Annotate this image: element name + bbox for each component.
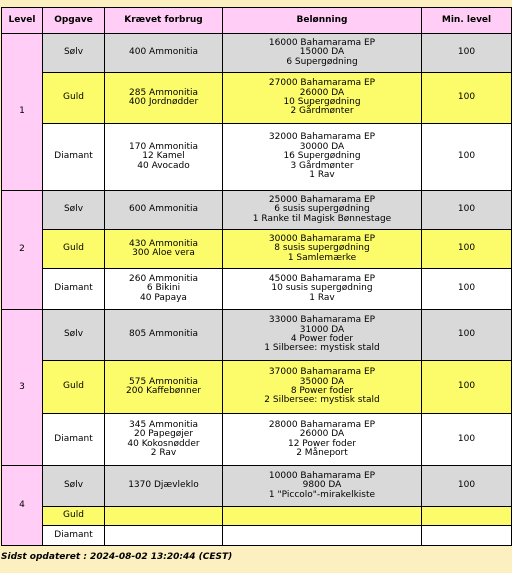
table-row bbox=[2, 361, 512, 414]
required-cell-line: 575 Ammonitia bbox=[129, 376, 198, 387]
task-cell: Guld bbox=[43, 361, 105, 414]
reward-cell-line: 2 Silbersee: mystisk stald bbox=[264, 395, 380, 406]
quest-table bbox=[1, 7, 512, 546]
required-cell bbox=[105, 507, 223, 526]
task-cell: Guld bbox=[43, 507, 105, 526]
required-cell bbox=[105, 230, 223, 269]
min-level-cell: 100 bbox=[422, 361, 512, 414]
reward-cell-line: 10 susis supergødning bbox=[271, 283, 373, 294]
required-cell-line: 400 Ammonitia bbox=[129, 47, 198, 58]
reward-cell-line: 35000 DA bbox=[299, 376, 345, 387]
table-row bbox=[2, 526, 512, 546]
required-cell-line: 345 Ammonitia bbox=[129, 419, 198, 430]
reward-cell-line: 1 Silbersee: mystisk stald bbox=[264, 343, 380, 354]
min-level-cell bbox=[422, 507, 512, 526]
level-cell: 1 bbox=[2, 34, 43, 191]
table-row bbox=[2, 269, 512, 310]
reward-cell-line: 8 susis supergødning bbox=[274, 243, 370, 254]
table-row bbox=[2, 507, 512, 526]
task-cell: Diamant bbox=[43, 124, 105, 191]
reward-cell bbox=[223, 73, 422, 124]
reward-cell-line: 15000 DA bbox=[299, 47, 345, 58]
min-level-cell: 100 bbox=[422, 34, 512, 73]
task-cell: Sølv bbox=[43, 466, 105, 507]
reward-cell-line: 45000 Bahamarama EP bbox=[268, 273, 376, 284]
table-row bbox=[2, 230, 512, 269]
required-cell bbox=[105, 73, 223, 124]
required-cell-line: 260 Ammonitia bbox=[129, 273, 198, 284]
required-cell-line: 6 Bikini bbox=[146, 283, 181, 294]
reward-cell bbox=[223, 191, 422, 230]
required-cell bbox=[105, 466, 223, 507]
required-cell-line: 1370 Djævleklo bbox=[128, 480, 199, 491]
required-cell bbox=[105, 34, 223, 73]
task-cell: Sølv bbox=[43, 191, 105, 230]
table-row bbox=[2, 34, 512, 73]
required-cell-line: 40 Kokosnødder bbox=[127, 438, 200, 449]
min-level-cell bbox=[422, 526, 512, 546]
reward-cell bbox=[223, 414, 422, 466]
reward-cell-line: 1 Ranke til Magisk Bønnestage bbox=[252, 213, 392, 224]
task-cell: Sølv bbox=[43, 310, 105, 361]
reward-cell bbox=[223, 361, 422, 414]
header-reward: Belønning bbox=[223, 8, 422, 34]
reward-cell bbox=[223, 507, 422, 526]
reward-cell-line: 32000 Bahamarama EP bbox=[268, 132, 376, 143]
required-cell-line: 2 Rav bbox=[150, 447, 177, 458]
reward-cell-line: 25000 Bahamarama EP bbox=[268, 194, 376, 205]
reward-cell-line: 26000 DA bbox=[299, 87, 345, 98]
required-cell-line: 285 Ammonitia bbox=[129, 87, 198, 98]
task-cell: Diamant bbox=[43, 526, 105, 546]
level-cell: 2 bbox=[2, 191, 43, 310]
reward-cell-line: 2 Gårdmønter bbox=[290, 106, 354, 117]
reward-cell-line: 16000 Bahamarama EP bbox=[268, 37, 376, 48]
required-cell-line: 40 Avocado bbox=[137, 160, 190, 171]
task-cell: Guld bbox=[43, 230, 105, 269]
reward-cell bbox=[223, 34, 422, 73]
reward-cell bbox=[223, 310, 422, 361]
header-level: Level bbox=[2, 8, 43, 34]
required-cell bbox=[105, 310, 223, 361]
header-task: Opgave bbox=[43, 8, 105, 34]
min-level-cell: 100 bbox=[422, 414, 512, 466]
table-row bbox=[2, 191, 512, 230]
reward-cell bbox=[223, 526, 422, 546]
required-cell bbox=[105, 124, 223, 191]
reward-cell-line: 31000 DA bbox=[299, 324, 345, 335]
required-cell-line: 805 Ammonitia bbox=[129, 329, 198, 340]
reward-cell-line: 3 Gårdmønter bbox=[290, 160, 354, 171]
reward-cell-line: 1 Samlemærke bbox=[287, 252, 357, 263]
task-cell: Diamant bbox=[43, 269, 105, 310]
reward-cell-line: 2 Måneport bbox=[296, 447, 348, 458]
header-required: Krævet forbrug bbox=[105, 8, 223, 34]
reward-cell-line: 30000 DA bbox=[299, 141, 345, 152]
reward-cell-line: 6 susis supergødning bbox=[274, 204, 370, 215]
task-cell: Diamant bbox=[43, 414, 105, 466]
reward-cell-line: 6 Supergødning bbox=[286, 56, 358, 67]
required-cell-line: 20 Papegøjer bbox=[133, 429, 194, 440]
min-level-cell: 100 bbox=[422, 73, 512, 124]
header-min-level: Min. level bbox=[422, 8, 512, 34]
min-level-cell: 100 bbox=[422, 230, 512, 269]
table-row bbox=[2, 466, 512, 507]
reward-cell-line: 28000 Bahamarama EP bbox=[268, 419, 376, 430]
reward-cell bbox=[223, 466, 422, 507]
required-cell-line: 12 Kamel bbox=[142, 151, 185, 162]
reward-cell bbox=[223, 269, 422, 310]
level-cell: 3 bbox=[2, 310, 43, 466]
reward-cell-line: 27000 Bahamarama EP bbox=[268, 78, 376, 89]
reward-cell-line: 33000 Bahamarama EP bbox=[268, 315, 376, 326]
reward-cell-line: 1 "Piccolo"-mirakelkiste bbox=[268, 489, 376, 500]
required-cell-line: 300 Aloe vera bbox=[132, 248, 195, 258]
task-cell: Sølv bbox=[43, 34, 105, 73]
required-cell bbox=[105, 269, 223, 310]
min-level-cell: 100 bbox=[422, 466, 512, 507]
required-cell bbox=[105, 526, 223, 546]
required-cell-line: 170 Ammonitia bbox=[129, 141, 198, 152]
level-cell: 4 bbox=[2, 466, 43, 546]
reward-cell-line: 16 Supergødning bbox=[283, 151, 361, 162]
reward-cell-line: 10000 Bahamarama EP bbox=[268, 470, 376, 481]
task-cell: Guld bbox=[43, 73, 105, 124]
required-cell bbox=[105, 361, 223, 414]
reward-cell-line: 1 Rav bbox=[309, 170, 335, 181]
table-row bbox=[2, 310, 512, 361]
reward-cell-line: 26000 DA bbox=[299, 429, 345, 440]
reward-cell-line: 4 Power foder bbox=[290, 334, 354, 344]
required-cell-line: 600 Ammonitia bbox=[129, 204, 198, 215]
min-level-cell: 100 bbox=[422, 310, 512, 361]
required-cell-line: 400 Jordnødder bbox=[128, 97, 199, 107]
reward-cell-line: 10 Supergødning bbox=[283, 97, 361, 107]
min-level-cell: 100 bbox=[422, 269, 512, 310]
required-cell-line: 200 Kaffebønner bbox=[126, 386, 201, 396]
required-cell-line: 40 Papaya bbox=[140, 292, 187, 303]
min-level-cell: 100 bbox=[422, 191, 512, 230]
table-body bbox=[2, 34, 512, 546]
table-row bbox=[2, 73, 512, 124]
reward-cell bbox=[223, 124, 422, 191]
min-level-cell: 100 bbox=[422, 124, 512, 191]
last-updated: Sidst opdateret : 2024-08-02 13:20:44 (CEST) bbox=[1, 552, 233, 562]
table-row bbox=[2, 414, 512, 466]
required-cell bbox=[105, 414, 223, 466]
required-cell-line: 430 Ammonitia bbox=[129, 238, 198, 249]
reward-cell-line: 37000 Bahamarama EP bbox=[268, 367, 376, 378]
reward-cell-line: 9800 DA bbox=[302, 480, 342, 491]
reward-cell bbox=[223, 230, 422, 269]
reward-cell-line: 30000 Bahamarama EP bbox=[268, 233, 376, 244]
header-row bbox=[2, 8, 512, 34]
reward-cell-line: 8 Power foder bbox=[290, 386, 354, 396]
table-row bbox=[2, 124, 512, 191]
reward-cell-line: 1 Rav bbox=[309, 292, 335, 303]
reward-cell-line: 12 Power foder bbox=[287, 438, 356, 449]
required-cell bbox=[105, 191, 223, 230]
